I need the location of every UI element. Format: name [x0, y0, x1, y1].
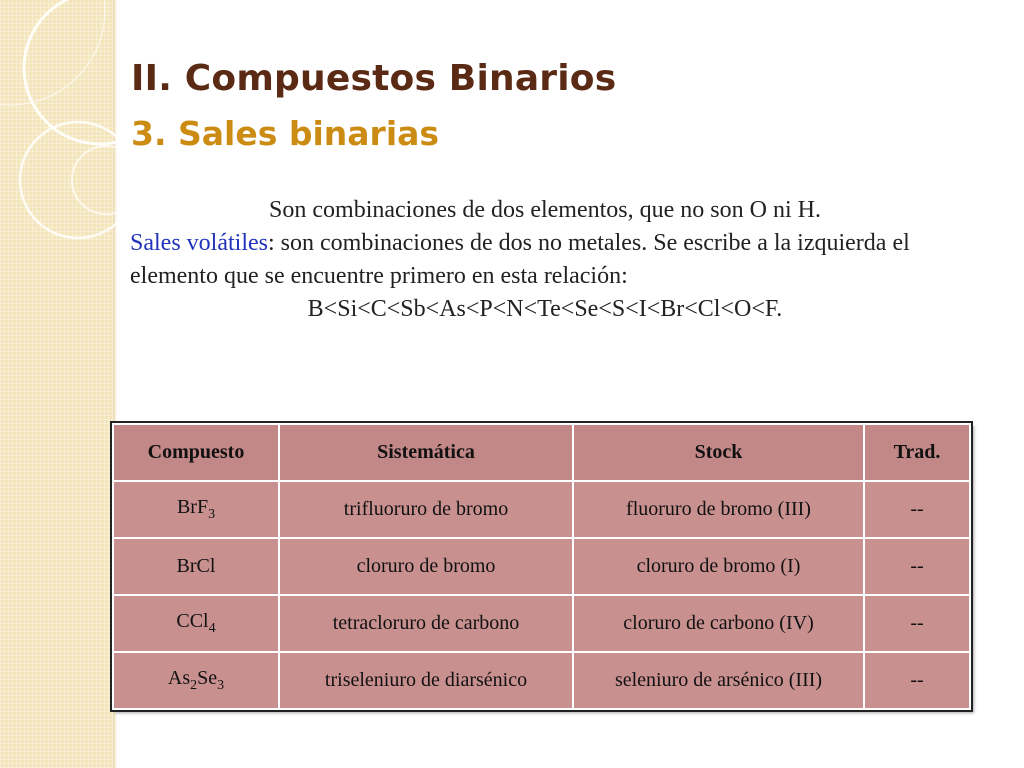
- header-compuesto: Compuesto: [113, 424, 279, 481]
- header-sistematica: Sistemática: [279, 424, 573, 481]
- binary-salts-table: [112, 423, 971, 710]
- slide-title: II. Compuestos Binarios: [131, 58, 617, 99]
- electronegativity-order: B<Si<C<Sb<As<P<N<Te<Se<S<I<Br<Cl<O<F.: [307, 296, 783, 322]
- formula-symbol: CCl: [176, 610, 209, 632]
- compound-formula: [113, 652, 279, 709]
- header-stock: Stock: [573, 424, 864, 481]
- traditional-name: --: [864, 538, 970, 595]
- table-row: [113, 481, 970, 538]
- table-row: [113, 538, 970, 595]
- stock-name: seleniuro de arsénico (III): [573, 652, 864, 709]
- systematic-name: cloruro de bromo: [279, 538, 573, 595]
- table-row: [113, 595, 970, 652]
- volatile-salts-paragraph: [130, 230, 910, 289]
- stock-name: fluoruro de bromo (III): [573, 481, 864, 538]
- table-row: [113, 652, 970, 709]
- definition-line: Son combinaciones de dos elementos, que no son O ni H.: [269, 197, 821, 223]
- systematic-name: tetracloruro de carbono: [279, 595, 573, 652]
- formula-subscript: 4: [208, 621, 216, 636]
- intro-text: [130, 194, 960, 326]
- compound-formula: [113, 538, 279, 595]
- systematic-name: triseleniuro de diarsénico: [279, 652, 573, 709]
- header-trad: Trad.: [864, 424, 970, 481]
- stock-name: cloruro de carbono (IV): [573, 595, 864, 652]
- systematic-name: trifluoruro de bromo: [279, 481, 573, 538]
- volatile-salts-label: Sales volátiles: [130, 230, 268, 256]
- formula-symbol: Se: [197, 667, 218, 689]
- traditional-name: --: [864, 481, 970, 538]
- formula-subscript: 3: [208, 507, 216, 522]
- formula-subscript: 2: [190, 678, 198, 693]
- table-header-row: [113, 424, 970, 481]
- formula-symbol: BrF: [176, 496, 209, 518]
- formula-subscript: 3: [217, 678, 225, 693]
- stock-name: cloruro de bromo (I): [573, 538, 864, 595]
- compound-formula: [113, 595, 279, 652]
- traditional-name: --: [864, 595, 970, 652]
- volatile-salts-text: : son combinaciones de dos no metales. Se escribe a la izquierda el elemento que se encuentre primero en esta relación:: [130, 230, 910, 289]
- compound-formula: [113, 481, 279, 538]
- formula-symbol: As: [167, 667, 191, 689]
- traditional-name: --: [864, 652, 970, 709]
- formula-symbol: BrCl: [176, 555, 216, 577]
- slide-subtitle: 3. Sales binarias: [131, 114, 440, 153]
